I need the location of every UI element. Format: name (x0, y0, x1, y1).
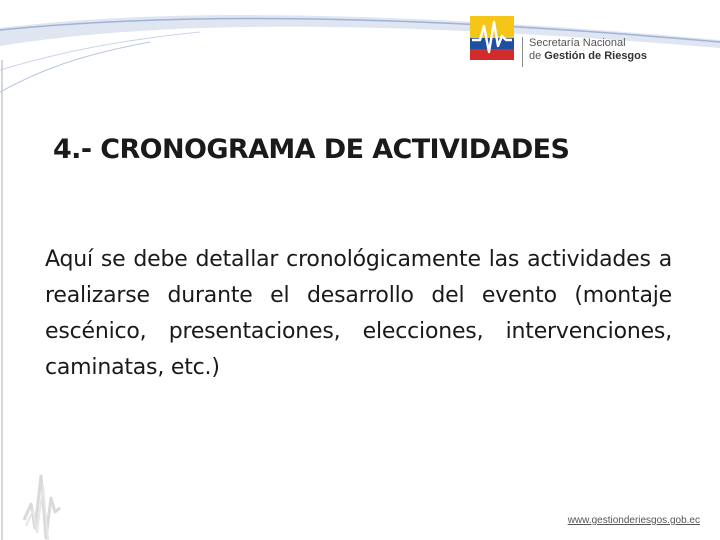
pulse-watermark-icon (22, 468, 62, 540)
logo-line-2-bold: Gestión de Riesgos (544, 50, 647, 62)
left-edge-line (0, 0, 6, 540)
slide-title: 4.- CRONOGRAMA DE ACTIVIDADES (53, 134, 570, 165)
footer-url-link[interactable]: www.gestionderiesgos.gob.ec (567, 515, 700, 526)
slide-body-text: Aquí se debe detallar cronológicamente las actividades a realizarse durante el desarrollo del evento (montaje escénico, presentaciones, elecciones, intervenciones, caminatas, etc.) (45, 247, 672, 380)
logo-line-2-prefix: de (529, 50, 545, 62)
logo-wordmark (522, 37, 679, 67)
logo-line-1: Secretaría Nacional (529, 37, 626, 49)
institution-logo (470, 14, 670, 66)
logo-line-2 (529, 50, 679, 63)
ecuador-flag-pulse-logo-icon (470, 16, 514, 60)
